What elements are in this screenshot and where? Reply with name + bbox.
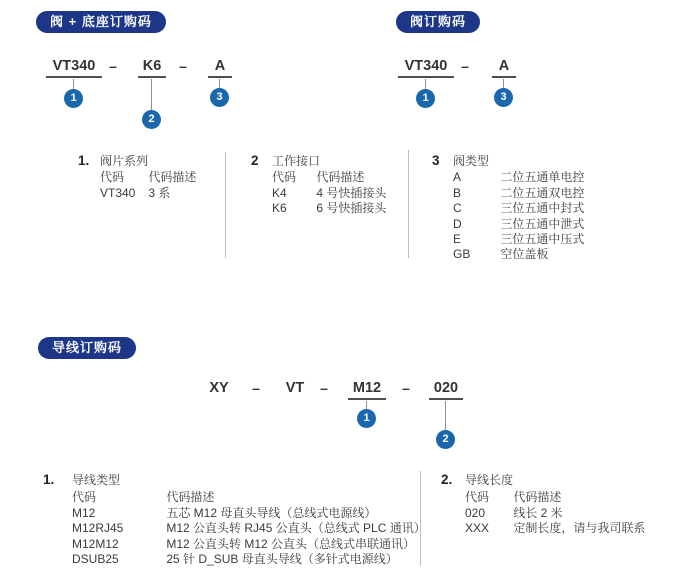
code-marker-2: 2	[142, 110, 161, 129]
valve-series-table	[78, 153, 196, 201]
section-title: 阀类型	[453, 154, 490, 168]
wire-length-table	[441, 472, 645, 537]
code-part-m12: M12	[348, 379, 386, 400]
table-row: D 三位五通中泄式	[453, 216, 585, 231]
code-part-vt: VT	[285, 380, 305, 396]
table-row: XXX 定制长度，请与我司联系	[465, 521, 646, 536]
code-marker-3: 3	[210, 88, 229, 107]
code-marker-1: 1	[416, 89, 435, 108]
col-header-code: 代码	[100, 170, 125, 185]
column-divider	[225, 152, 226, 258]
code-marker-2: 2	[436, 430, 455, 449]
section-number: 1.	[78, 153, 90, 168]
code-marker-1: 1	[357, 409, 376, 428]
table-row: M12 五芯 M12 母直头导线（总线式电源线）	[72, 505, 377, 520]
section-number: 3	[432, 153, 440, 168]
column-divider	[408, 150, 409, 258]
table-row: K4 4 号快插接头	[272, 185, 387, 200]
work-port-table	[251, 153, 386, 217]
code-part-a: A	[208, 57, 232, 78]
section-title: 工作接口	[272, 154, 321, 168]
valve-base-badge: 阀 + 底座订购码	[36, 11, 166, 33]
valve-badge: 阀订购码	[396, 11, 480, 33]
wire-type-table	[43, 472, 426, 567]
section-number: 2.	[441, 472, 453, 487]
code-part-xy: XY	[209, 380, 229, 396]
code-marker-3: 3	[494, 88, 513, 107]
code-dash: –	[402, 380, 410, 396]
wire-badge: 导线订购码	[38, 337, 136, 359]
section-number: 2	[251, 153, 259, 168]
col-header-desc: 代码描述	[148, 170, 197, 185]
col-header-code: 代码	[272, 170, 297, 185]
code-dash: –	[252, 380, 260, 396]
code-part-vt340: VT340	[46, 57, 102, 78]
table-row: C 三位五通中封式	[453, 201, 585, 216]
col-header-code: 代码	[465, 490, 490, 505]
code-dash: –	[109, 58, 117, 74]
table-row: B 二位五通双电控	[453, 185, 585, 200]
code-part-a: A	[492, 57, 516, 78]
col-header-desc: 代码描述	[166, 490, 215, 505]
table-row: GB 空位盖板	[453, 247, 549, 262]
valve-type-table	[432, 153, 584, 263]
section-title: 导线类型	[72, 473, 121, 487]
table-row: E 三位五通中压式	[453, 232, 585, 247]
section-title: 阀片系列	[100, 154, 149, 168]
connector-line	[445, 401, 446, 431]
table-row: M12M12 M12 公直头转 M12 公直头（总线式串联通讯）	[72, 536, 416, 551]
col-header-desc: 代码描述	[316, 170, 365, 185]
col-header-desc: 代码描述	[513, 490, 562, 505]
table-row: VT340 3 系	[100, 185, 171, 200]
table-row: M12RJ45 M12 公直头转 RJ45 公直头（总线式 PLC 通讯）	[72, 521, 426, 536]
table-row: K6 6 号快插接头	[272, 201, 387, 216]
connector-line	[151, 79, 152, 111]
code-marker-1: 1	[64, 89, 83, 108]
code-dash: –	[320, 380, 328, 396]
table-row: DSUB25 25 针 D_SUB 母直头导线（多针式电源线）	[72, 552, 398, 567]
col-header-code: 代码	[72, 490, 97, 505]
code-dash: –	[179, 58, 187, 74]
code-part-k6: K6	[138, 57, 166, 78]
code-part-vt340: VT340	[398, 57, 454, 78]
section-title: 导线长度	[465, 473, 514, 487]
table-row: 020 线长 2 米	[465, 505, 563, 520]
section-number: 1.	[43, 472, 55, 487]
code-dash: –	[461, 58, 469, 74]
table-row: A 二位五通单电控	[453, 170, 585, 185]
code-part-020: 020	[429, 379, 463, 400]
